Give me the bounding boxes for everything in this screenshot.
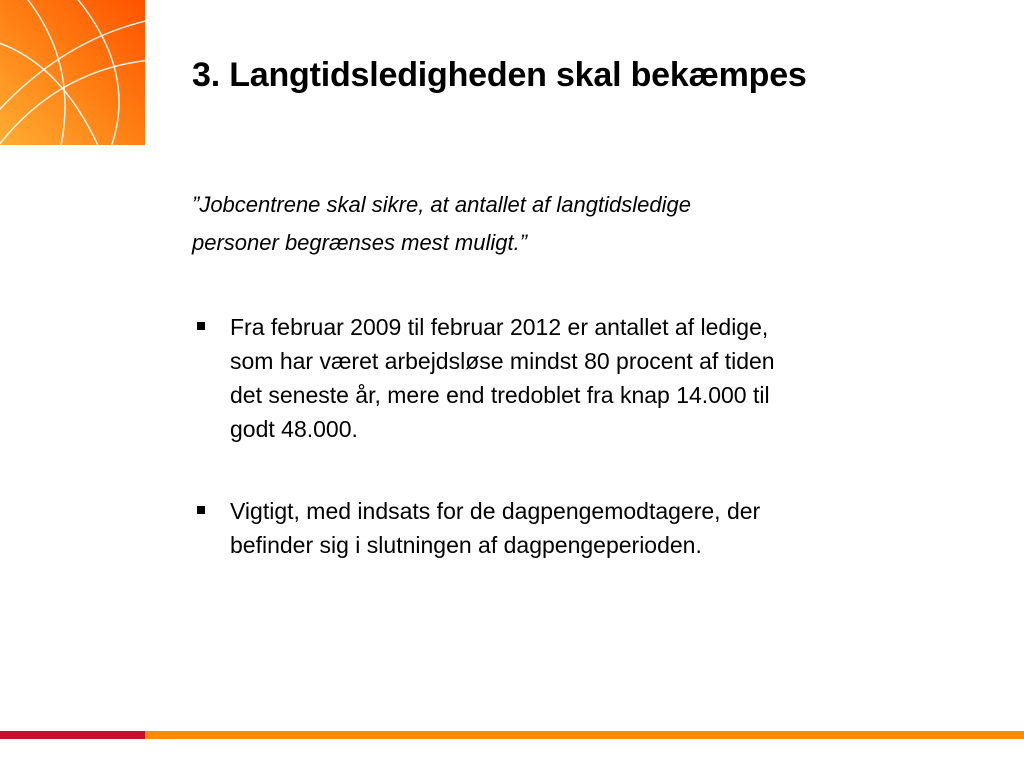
square-bullet-icon — [197, 506, 205, 514]
square-bullet-icon — [197, 322, 205, 330]
logo-arcs-icon — [0, 0, 145, 145]
footer-bar — [0, 731, 1024, 739]
bullet-item — [192, 494, 952, 562]
quote-line: ”Jobcentrene skal sikre, at antallet af langtidsledige — [192, 192, 691, 217]
footer-bar-orange-segment — [145, 731, 1024, 739]
quote-line: personer begrænses mest muligt.” — [192, 230, 528, 255]
slide-title: 3. Langtidsledigheden skal bekæmpes — [192, 56, 807, 94]
bullet-line: Vigtigt, med indsats for de dagpengemodtagere, der — [230, 498, 761, 524]
bullet-line: Fra februar 2009 til februar 2012 er antallet af ledige, — [230, 314, 769, 340]
bullet-item — [192, 310, 952, 446]
footer-bar-red-segment — [0, 731, 145, 739]
bullet-line: det seneste år, mere end tredoblet fra knap 14.000 til — [230, 382, 770, 408]
bullet-line: befinder sig i slutningen af dagpengeperioden. — [230, 532, 702, 558]
quote-text — [192, 186, 912, 262]
bullet-list — [192, 310, 952, 562]
bullet-line: som har været arbejdsløse mindst 80 procent af tiden — [230, 348, 775, 374]
logo-graphic — [0, 0, 145, 145]
bullet-line: godt 48.000. — [230, 416, 358, 442]
